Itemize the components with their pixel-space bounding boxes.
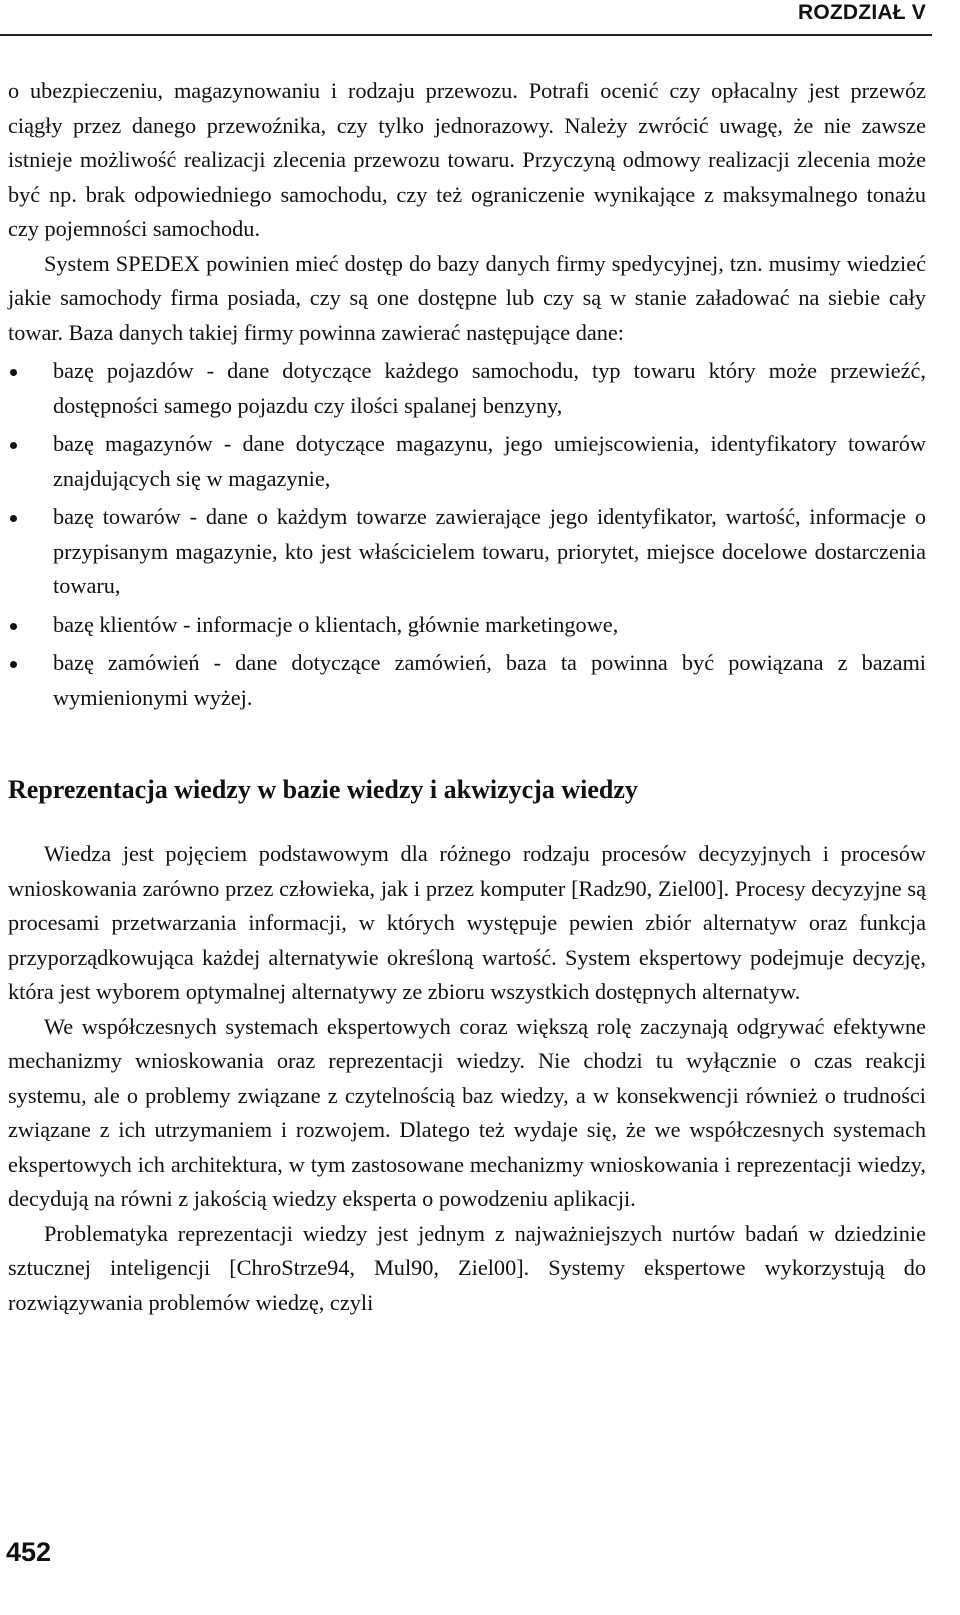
bullet-icon xyxy=(10,442,17,449)
page-content xyxy=(8,74,926,1320)
list-item-clients xyxy=(8,608,926,643)
section-paragraph-2: We współczesnych systemach ekspertowych coraz większą rolę zaczynają odgrywać efektywne mechanizmy wnioskowania oraz reprezentacji wiedzy. Nie chodzi tu wyłącznie o czas reakcji systemu, ale o problemy związane z czytelnością baz wiedzy, a w konsekwencji również o trudności związane z ich utrzymaniem i rozwojem. Dlatego też wydaje się, że we współczesnych systemach ekspertowych ich architektura, w tym zastosowane mechanizmy wnioskowania i reprezentacji wiedzy, decydują na równi z jakością wiedzy eksperta o powodzeniu aplikacji. xyxy=(8,1013,926,1211)
list-item-goods xyxy=(8,500,926,604)
list-item-warehouses xyxy=(8,427,926,496)
list-item-text: bazę magazynów - dane dotyczące magazynu, jego umiejscowienia, identyfikatory towarów znajdujących się w magazynie, xyxy=(53,431,926,491)
intro-paragraph: o ubezpieczeniu, magazynowaniu i rodzaju przewozu. Potrafi ocenić czy opłacalny jest przewóz ciągły przez danego przewoźnika, czy tylko jednorazowy. Należy zwrócić uwagę, że nie zawsze istnieje możliwość realizacji zlecenia przewozu towaru. Przyczyną odmowy realizacji zlecenia może być np. brak odpowiedniego samochodu, czy też ograniczenie wynikające z maksymalnego tonażu czy pojemności samochodu. xyxy=(8,78,926,241)
list-item-vehicles xyxy=(8,354,926,423)
bullet-icon xyxy=(10,515,17,522)
list-item-text: bazę klientów - informacje o klientach, głównie marketingowe, xyxy=(53,611,619,637)
database-list xyxy=(8,354,926,715)
bullet-icon xyxy=(10,623,17,630)
bullet-icon xyxy=(10,369,17,376)
running-header xyxy=(0,0,932,36)
spedex-paragraph: System SPEDEX powinien mieć dostęp do bazy danych firmy spedycyjnej, tzn. musimy wiedzieć jakie samochody firma posiada, czy są one dostępne lub czy są w stanie załadować na siebie cały towar. Baza danych takiej firmy powinna zawierać następujące dane: xyxy=(8,250,926,345)
section-paragraph-1: Wiedza jest pojęciem podstawowym dla różnego rodzaju procesów decyzyjnych i procesów wnioskowania zarówno przez człowieka, jak i przez komputer [Radz90, Ziel00]. Procesy decyzyjne są procesami przetwarzania informacji, w których występuje pewien zbiór alternatyw oraz funkcja przyporządkowująca każdej alternatywie określoną wartość. System ekspertowy podejmuje decyzję, która jest wyborem optymalnej alternatywy ze zbioru wszystkich dostępnych alternatyw. xyxy=(8,841,926,1004)
bullet-icon xyxy=(10,661,17,668)
section-paragraph-3: Problematyka reprezentacji wiedzy jest jednym z najważniejszych nurtów badań w dziedzinie sztucznej inteligencji [ChroStrze94, Mul90, Ziel00]. Systemy ekspertowe wykorzystują do rozwiązywania problemów wiedzę, czyli xyxy=(8,1220,926,1315)
list-item-text: bazę zamówień - dane dotyczące zamówień, baza ta powinna być powiązana z bazami wymienionymi wyżej. xyxy=(53,650,926,710)
chapter-title: ROZDZIAŁ V xyxy=(798,1,926,24)
page-number: 452 xyxy=(6,1537,52,1567)
list-item-orders xyxy=(8,646,926,715)
section-heading: Reprezentacja wiedzy w bazie wiedzy i akwizycja wiedzy xyxy=(8,775,638,804)
list-item-text: bazę towarów - dane o każdym towarze zawierające jego identyfikator, wartość, informacje o przypisanym magazynie, kto jest właścicielem towaru, priorytet, miejsce docelowe dostarczenia towaru, xyxy=(53,504,926,598)
list-item-text: bazę pojazdów - dane dotyczące każdego samochodu, typ towaru który może przewieźć, dostępności samego pojazdu czy ilości spalanej benzyny, xyxy=(53,358,926,418)
